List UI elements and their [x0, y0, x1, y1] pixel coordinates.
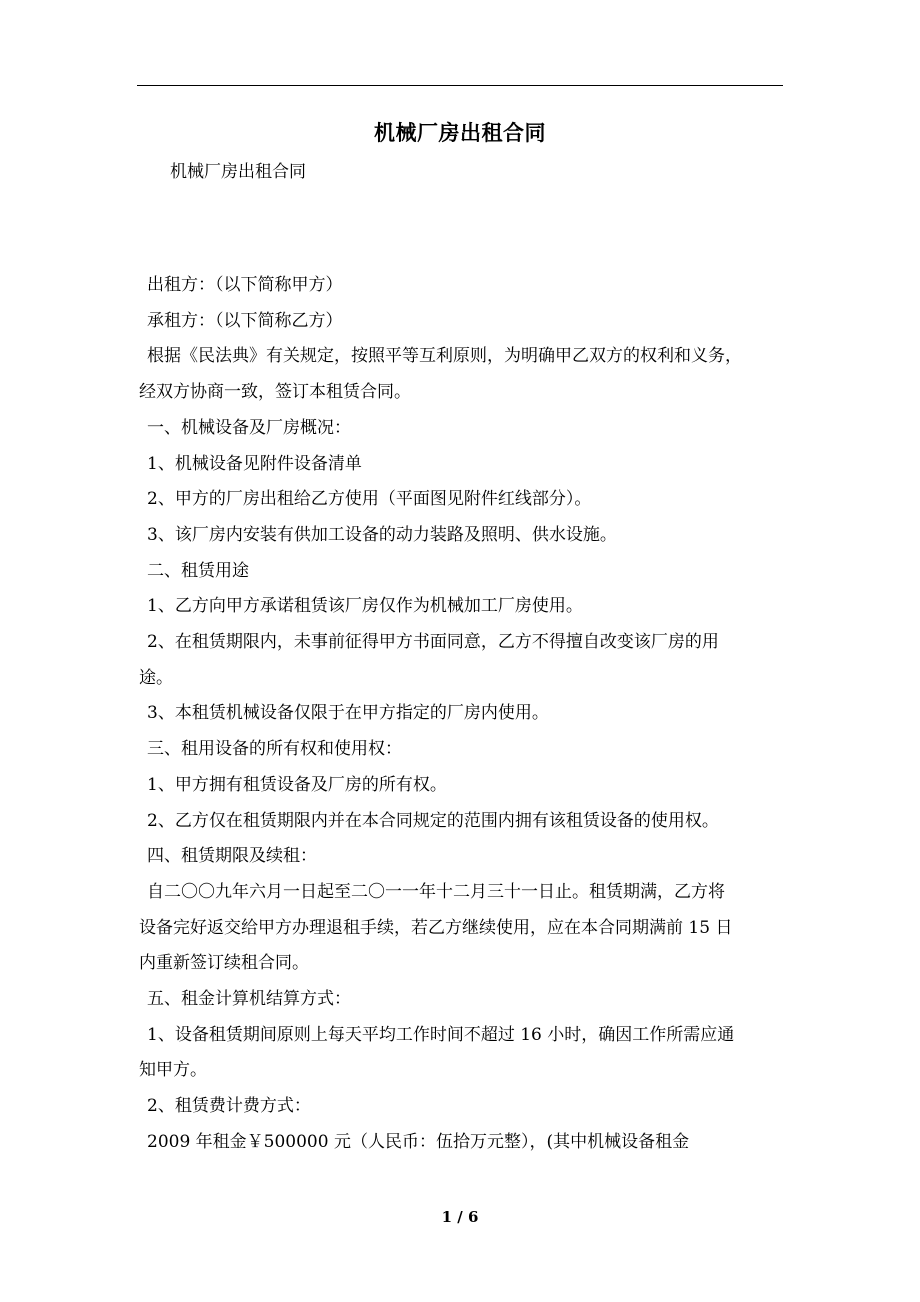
- clause-1-2: 2、甲方的厂房出租给乙方使用（平面图见附件红线部分）。: [147, 489, 592, 510]
- rent-amount-line: 2009 年租金￥500000 元（人民币：伍拾万元整），(其中机械设备租金: [147, 1131, 690, 1152]
- clause-5-1-line-2: 知甲方。: [139, 1060, 207, 1081]
- preamble-line-1: 根据《民法典》有关规定，按照平等互利原则，为明确甲乙双方的权利和义务，: [147, 346, 742, 367]
- clause-5-1-line-1: 1、设备租赁期间原则上每天平均工作时间不超过 16 小时，确因工作所需应通: [147, 1024, 735, 1045]
- section-heading-2: 二、租赁用途: [147, 560, 249, 581]
- clause-3-1: 1、甲方拥有租赁设备及厂房的所有权。: [147, 774, 447, 795]
- clause-2-2-line-2: 途。: [139, 667, 173, 688]
- clause-2-1: 1、乙方向甲方承诺租赁该厂房仅作为机械加工厂房使用。: [147, 596, 583, 617]
- preamble-line-2: 经双方协商一致，签订本租赁合同。: [139, 382, 411, 403]
- section-heading-4: 四、租赁期限及续租：: [147, 846, 317, 867]
- term-line-2: 设备完好返交给甲方办理退租手续，若乙方继续使用，应在本合同期满前 15 日: [139, 917, 733, 938]
- page-indicator: 1 / 6: [441, 1208, 479, 1226]
- section-heading-3: 三、租用设备的所有权和使用权：: [147, 739, 402, 760]
- header-rule: [137, 85, 783, 86]
- section-heading-5: 五、租金计算机结算方式：: [147, 989, 351, 1010]
- clause-2-3: 3、本租赁机械设备仅限于在甲方指定的厂房内使用。: [147, 703, 549, 724]
- term-line-3: 内重新签订续租合同。: [139, 953, 309, 974]
- section-heading-1: 一、机械设备及厂房概况：: [147, 417, 351, 438]
- lessor-line: 出租方：（以下简称甲方）: [147, 275, 343, 295]
- clause-2-2-line-1: 2、在租赁期限内，未事前征得甲方书面同意，乙方不得擅自改变该厂房的用: [147, 632, 719, 653]
- document-subtitle: 机械厂房出租合同: [170, 162, 306, 182]
- lessee-line: 承租方：（以下简称乙方）: [147, 310, 343, 331]
- document-title: 机械厂房出租合同: [374, 120, 546, 145]
- clause-1-1: 1、机械设备见附件设备清单: [147, 453, 362, 474]
- clause-3-2: 2、乙方仅在租赁期限内并在本合同规定的范围内拥有该租赁设备的使用权。: [147, 810, 719, 831]
- clause-1-3: 3、该厂房内安装有供加工设备的动力装路及照明、供水设施。: [147, 524, 617, 545]
- clause-5-2: 2、租赁费计费方式：: [147, 1096, 311, 1117]
- term-line-1: 自二〇〇九年六月一日起至二〇一一年十二月三十一日止。租赁期满，乙方将: [147, 881, 725, 902]
- document-body: [139, 268, 783, 1161]
